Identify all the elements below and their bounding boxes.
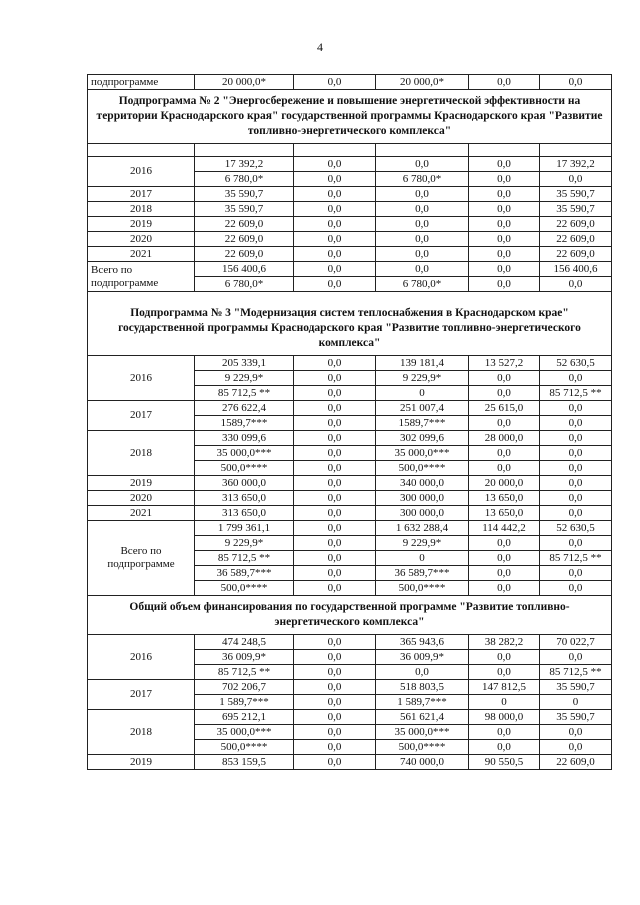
cell: 0,0: [294, 401, 376, 416]
cell: 9 229,9*: [376, 536, 469, 551]
cell: 518 803,5: [376, 680, 469, 695]
section-title-row: [88, 596, 612, 635]
cell: 474 248,5: [195, 635, 294, 650]
year-cell: 2019: [88, 755, 195, 770]
empty-cell: [294, 144, 376, 157]
page-number: 4: [317, 40, 323, 54]
table-row: [88, 217, 612, 232]
cell: 1 632 288,4: [376, 521, 469, 536]
total-label: Всего по подпрограмме: [88, 521, 195, 596]
cell: 13 650,0: [469, 506, 540, 521]
cell: 0,0: [294, 431, 376, 446]
cell: 20 000,0*: [376, 75, 469, 90]
table-row: [88, 635, 612, 650]
cell: 0,0: [540, 461, 612, 476]
cell: 695 212,1: [195, 710, 294, 725]
year-cell: 2017: [88, 680, 195, 710]
year-cell: 2018: [88, 202, 195, 217]
cell: 500,0****: [195, 740, 294, 755]
year-cell: 2019: [88, 476, 195, 491]
cell: 1589,7***: [195, 416, 294, 431]
cell: 0,0: [469, 386, 540, 401]
cell: 36 009,9*: [376, 650, 469, 665]
cell: 853 159,5: [195, 755, 294, 770]
cell: 90 550,5: [469, 755, 540, 770]
subprogram-2-title: Подпрограмма № 2 "Энергосбережение и повышение энергетической эффективности на территории Краснодарского края" государственной программы Краснодарского края "Развитие топливно-энергетического комплекса": [88, 90, 612, 144]
cell: 365 943,6: [376, 635, 469, 650]
cell: 0,0: [294, 635, 376, 650]
cell: 0,0: [469, 217, 540, 232]
cell: 0,0: [540, 371, 612, 386]
cell: 1 799 361,1: [195, 521, 294, 536]
cell: 85 712,5 **: [195, 386, 294, 401]
cell: 0,0: [469, 416, 540, 431]
table-row: [88, 247, 612, 262]
year-cell: 2016: [88, 635, 195, 680]
table-row: [88, 202, 612, 217]
cell: 0,0: [376, 217, 469, 232]
cell: 0,0: [469, 232, 540, 247]
cell: 0,0: [540, 725, 612, 740]
cell: 85 712,5 **: [540, 665, 612, 680]
cell: 0,0: [294, 75, 376, 90]
cell: 0,0: [540, 650, 612, 665]
year-cell: 2017: [88, 401, 195, 431]
cell: 35 000,0***: [195, 446, 294, 461]
cell: 38 282,2: [469, 635, 540, 650]
empty-cell: [469, 144, 540, 157]
cell: 0,0: [376, 262, 469, 277]
year-cell: 2020: [88, 491, 195, 506]
cell: 0,0: [376, 187, 469, 202]
cell: 0,0: [294, 371, 376, 386]
cell: 6 780,0*: [376, 277, 469, 292]
cell: 360 000,0: [195, 476, 294, 491]
financing-table: [87, 74, 612, 770]
cell: 0,0: [294, 680, 376, 695]
cell: 0,0: [469, 172, 540, 187]
cell: 0,0: [469, 740, 540, 755]
cell: 35 590,7: [540, 202, 612, 217]
subprogram-3-title: Подпрограмма № 3 "Модернизация систем теплоснабжения в Краснодарском крае" государственной программы Краснодарского края "Развитие топливно-энергетического комплекса": [88, 292, 612, 356]
cell: 1589,7***: [376, 416, 469, 431]
cell: 0,0: [294, 446, 376, 461]
cell: 0,0: [469, 665, 540, 680]
cell: 36 589,7***: [195, 566, 294, 581]
cell: 0,0: [294, 695, 376, 710]
table-row: [88, 356, 612, 371]
cell: 17 392,2: [540, 157, 612, 172]
cell: 0,0: [540, 536, 612, 551]
cell: 205 339,1: [195, 356, 294, 371]
row-label: подпрограмме: [88, 75, 195, 90]
cell: 17 392,2: [195, 157, 294, 172]
cell: 22 609,0: [540, 232, 612, 247]
cell: 0,0: [540, 446, 612, 461]
cell: 500,0****: [195, 581, 294, 596]
year-cell: 2018: [88, 431, 195, 476]
year-cell: 2017: [88, 187, 195, 202]
section-title-row: [88, 292, 612, 356]
table-row: [88, 232, 612, 247]
cell: 500,0****: [195, 461, 294, 476]
cell: 156 400,6: [195, 262, 294, 277]
cell: 0,0: [469, 461, 540, 476]
cell: 36 589,7***: [376, 566, 469, 581]
cell: 35 590,7: [540, 710, 612, 725]
cell: 6 780,0*: [195, 277, 294, 292]
cell: 500,0****: [376, 581, 469, 596]
cell: 0,0: [294, 217, 376, 232]
table-row: [88, 187, 612, 202]
cell: 0,0: [540, 75, 612, 90]
cell: 52 630,5: [540, 521, 612, 536]
cell: 0,0: [540, 740, 612, 755]
cell: 0,0: [540, 476, 612, 491]
cell: 35 590,7: [540, 680, 612, 695]
year-cell: 2021: [88, 506, 195, 521]
cell: 0,0: [294, 416, 376, 431]
cell: 28 000,0: [469, 431, 540, 446]
cell: 35 000,0***: [376, 725, 469, 740]
cell: 0,0: [540, 491, 612, 506]
cell: 0,0: [294, 566, 376, 581]
cell: 0,0: [469, 566, 540, 581]
empty-cell: [88, 144, 195, 157]
year-cell: 2016: [88, 356, 195, 401]
cell: 0,0: [469, 650, 540, 665]
table-row: [88, 710, 612, 725]
cell: 0,0: [294, 665, 376, 680]
cell: 0,0: [540, 431, 612, 446]
cell: 6 780,0*: [195, 172, 294, 187]
cell: 0,0: [294, 506, 376, 521]
cell: 0,0: [294, 157, 376, 172]
cell: 0,0: [294, 725, 376, 740]
cell: 85 712,5 **: [540, 551, 612, 566]
cell: 300 000,0: [376, 506, 469, 521]
cell: 251 007,4: [376, 401, 469, 416]
cell: 36 009,9*: [195, 650, 294, 665]
cell: 0,0: [469, 262, 540, 277]
cell: 22 609,0: [195, 217, 294, 232]
empty-cell: [540, 144, 612, 157]
cell: 0,0: [294, 476, 376, 491]
cell: 0,0: [294, 386, 376, 401]
cell: 276 622,4: [195, 401, 294, 416]
cell: 0,0: [294, 710, 376, 725]
empty-cell: [376, 144, 469, 157]
cell: 0,0: [294, 581, 376, 596]
cell: 500,0****: [376, 740, 469, 755]
total-label: Всего по подпрограмме: [88, 262, 195, 292]
cell: 22 609,0: [540, 217, 612, 232]
table-row: [88, 521, 612, 536]
cell: 22 609,0: [540, 247, 612, 262]
cell: 0,0: [376, 247, 469, 262]
cell: 0,0: [540, 506, 612, 521]
cell: 13 650,0: [469, 491, 540, 506]
table-row: [88, 157, 612, 172]
cell: 22 609,0: [195, 247, 294, 262]
cell: 0,0: [469, 157, 540, 172]
cell: 98 000,0: [469, 710, 540, 725]
cell: 0,0: [469, 202, 540, 217]
cell: 0,0: [294, 551, 376, 566]
cell: 702 206,7: [195, 680, 294, 695]
cell: 147 812,5: [469, 680, 540, 695]
cell: 302 099,6: [376, 431, 469, 446]
cell: 85 712,5 **: [540, 386, 612, 401]
cell: 0,0: [469, 581, 540, 596]
cell: 0,0: [294, 650, 376, 665]
cell: 22 609,0: [540, 755, 612, 770]
table-row: [88, 491, 612, 506]
cell: 20 000,0: [469, 476, 540, 491]
year-cell: 2018: [88, 710, 195, 755]
cell: 0,0: [376, 232, 469, 247]
cell: 52 630,5: [540, 356, 612, 371]
table-row: [88, 755, 612, 770]
cell: 0,0: [540, 416, 612, 431]
table-row: [88, 401, 612, 416]
cell: 0,0: [376, 202, 469, 217]
cell: 0,0: [469, 187, 540, 202]
cell: 0,0: [294, 247, 376, 262]
cell: 0: [376, 551, 469, 566]
cell: 114 442,2: [469, 521, 540, 536]
cell: 0,0: [376, 665, 469, 680]
cell: 0,0: [294, 521, 376, 536]
cell: 0: [469, 695, 540, 710]
cell: 0,0: [469, 551, 540, 566]
cell: 35 000,0***: [376, 446, 469, 461]
cell: 0,0: [469, 277, 540, 292]
cell: 13 527,2: [469, 356, 540, 371]
cell: 9 229,9*: [195, 536, 294, 551]
spacer-row: [88, 144, 612, 157]
cell: 330 099,6: [195, 431, 294, 446]
cell: 6 780,0*: [376, 172, 469, 187]
cell: 500,0****: [376, 461, 469, 476]
table-row: [88, 506, 612, 521]
cell: 35 590,7: [540, 187, 612, 202]
cell: 0,0: [294, 277, 376, 292]
cell: 0,0: [294, 356, 376, 371]
cell: 0,0: [540, 172, 612, 187]
table-row: [88, 680, 612, 695]
cell: 0,0: [294, 232, 376, 247]
empty-cell: [195, 144, 294, 157]
table-row: [88, 476, 612, 491]
cell: 0,0: [469, 75, 540, 90]
table-row: [88, 262, 612, 277]
cell: 740 000,0: [376, 755, 469, 770]
cell: 85 712,5 **: [195, 665, 294, 680]
year-cell: 2019: [88, 217, 195, 232]
cell: 0,0: [540, 581, 612, 596]
cell: 0,0: [294, 202, 376, 217]
general-title: Общий объем финансирования по государственной программе "Развитие топливно-энергетического комплекса": [88, 596, 612, 635]
cell: 35 590,7: [195, 187, 294, 202]
cell: 0,0: [469, 247, 540, 262]
cell: 0,0: [469, 536, 540, 551]
cell: 0,0: [469, 446, 540, 461]
cell: 0,0: [540, 566, 612, 581]
cell: 0,0: [294, 755, 376, 770]
year-cell: 2016: [88, 157, 195, 187]
table-row: [88, 431, 612, 446]
cell: 0: [540, 695, 612, 710]
cell: 313 650,0: [195, 491, 294, 506]
cell: 35 590,7: [195, 202, 294, 217]
cell: 0,0: [469, 725, 540, 740]
cell: 156 400,6: [540, 262, 612, 277]
cell: 70 022,7: [540, 635, 612, 650]
cell: 0,0: [469, 371, 540, 386]
cell: 85 712,5 **: [195, 551, 294, 566]
cell: 139 181,4: [376, 356, 469, 371]
cell: 0,0: [540, 277, 612, 292]
cell: 313 650,0: [195, 506, 294, 521]
cell: 1 589,7***: [195, 695, 294, 710]
cell: 0,0: [294, 491, 376, 506]
cell: 20 000,0*: [195, 75, 294, 90]
cell: 0,0: [294, 536, 376, 551]
cell: 300 000,0: [376, 491, 469, 506]
table-row: [88, 75, 612, 90]
cell: 0,0: [294, 740, 376, 755]
cell: 9 229,9*: [376, 371, 469, 386]
cell: 0,0: [294, 172, 376, 187]
cell: 0,0: [540, 401, 612, 416]
cell: 9 229,9*: [195, 371, 294, 386]
cell: 0: [376, 386, 469, 401]
cell: 561 621,4: [376, 710, 469, 725]
cell: 0,0: [294, 262, 376, 277]
year-cell: 2020: [88, 232, 195, 247]
cell: 35 000,0***: [195, 725, 294, 740]
year-cell: 2021: [88, 247, 195, 262]
cell: 0,0: [376, 157, 469, 172]
section-title-row: [88, 90, 612, 144]
cell: 340 000,0: [376, 476, 469, 491]
cell: 1 589,7***: [376, 695, 469, 710]
cell: 0,0: [294, 187, 376, 202]
cell: 25 615,0: [469, 401, 540, 416]
cell: 0,0: [294, 461, 376, 476]
cell: 22 609,0: [195, 232, 294, 247]
